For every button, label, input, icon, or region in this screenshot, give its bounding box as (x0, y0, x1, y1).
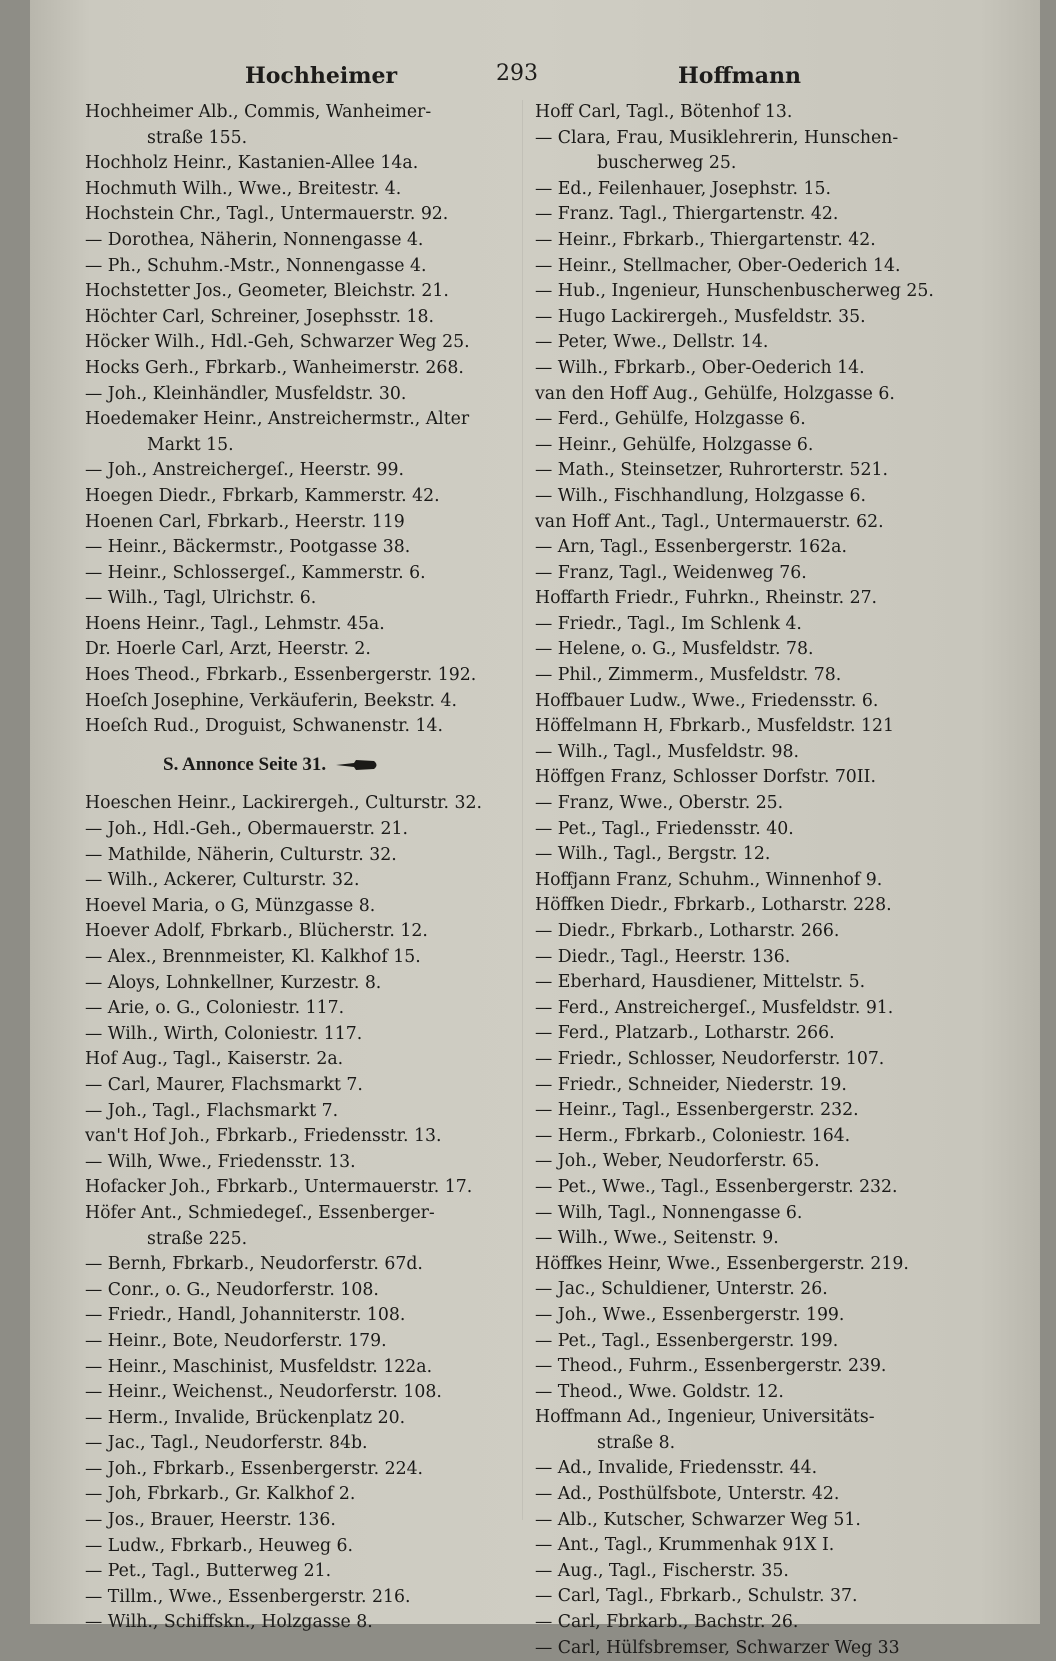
entry-text: Hoeſch Rud., Droguist, Schwanenstr. 14. (85, 716, 443, 737)
directory-entry (85, 1431, 525, 1457)
directory-entry (535, 1277, 1015, 1303)
entry-text: S. Annonce Seite 31. (163, 753, 327, 775)
directory-entry (85, 945, 525, 971)
entry-text: — Joh., Wwe., Essenbergerstr. 199. (535, 1304, 845, 1325)
directory-entry (535, 1021, 1015, 1047)
directory-entry (535, 126, 1015, 152)
entry-text: — Franz, Tagl., Weidenweg 76. (535, 562, 807, 583)
entry-text: straße 8. (597, 1432, 676, 1453)
directory-entry (85, 202, 525, 228)
entry-text: — Franz. Tagl., Thiergartenstr. 42. (535, 204, 839, 225)
directory-entry (535, 279, 1015, 305)
entry-text: buscherweg 25. (597, 153, 737, 174)
entry-text: — Friedr., Handl, Johanniterstr. 108. (85, 1305, 406, 1326)
entry-text: Hochstetter Jos., Geometer, Bleichstr. 21. (85, 281, 449, 302)
directory-entry (85, 535, 525, 561)
pointing-hand-icon (334, 758, 380, 772)
entry-text: Hoffarth Friedr., Fuhrkn., Rheinstr. 27. (535, 588, 878, 609)
entry-text: Hochmuth Wilh., Wwe., Breitestr. 4. (85, 178, 402, 199)
entry-text: Höffkes Heinr, Wwe., Essenbergerstr. 219. (535, 1253, 909, 1274)
entry-text: — Friedr., Schneider, Niederstr. 19. (535, 1074, 847, 1095)
entry-text: — Theod., Fuhrm., Essenbergerstr. 239. (535, 1356, 887, 1377)
entry-text: Hoff Carl, Tagl., Bötenhof 13. (535, 102, 793, 122)
entry-text: — Friedr., Tagl., Im Schlenk 4. (535, 613, 802, 634)
entry-text: — Peter, Wwe., Dellstr. 14. (535, 332, 769, 353)
entry-text: Hoegen Diedr., Fbrkarb, Kammerstr. 42. (85, 485, 440, 506)
directory-entry (85, 1150, 525, 1176)
header-left-keyword: Hochheimer (245, 63, 398, 89)
entry-text: — Wilh., Tagl., Musfeldstr. 98. (535, 741, 800, 762)
entry-text: Hoeſch Josephine, Verkäuferin, Beekstr. 4. (85, 690, 457, 711)
entry-text: straße 225. (147, 1228, 248, 1249)
directory-entry (535, 305, 1015, 331)
directory-entry (535, 1098, 1015, 1124)
entry-text: Hoffmann Ad., Ingenieur, Universitäts- (535, 1407, 875, 1428)
directory-entry (85, 586, 525, 612)
directory-entry (85, 843, 525, 869)
entry-text: Hoes Theod., Fbrkarb., Essenbergerstr. 192. (85, 665, 477, 686)
directory-entry (535, 1175, 1015, 1201)
entry-text: — Eberhard, Hausdiener, Mittelstr. 5. (535, 972, 866, 993)
entry-text: Markt 15. (147, 434, 234, 455)
directory-entry (85, 1073, 525, 1099)
directory-entry (535, 1329, 1015, 1355)
directory-entry (535, 714, 1015, 740)
entry-text: — Ad., Invalide, Friedensstr. 44. (535, 1458, 818, 1479)
directory-entry (535, 1380, 1015, 1406)
directory-entry (85, 1534, 525, 1560)
annonce-notice (85, 752, 525, 778)
directory-entry (85, 1355, 525, 1381)
entry-text: — Ferd., Gehülfe, Holzgasse 6. (535, 409, 806, 430)
entry-text: — Jac., Schuldiener, Unterstr. 26. (535, 1279, 828, 1300)
entry-text: Höfer Ant., Schmiedegeſ., Essenberger- (85, 1202, 435, 1223)
directory-entry (85, 1457, 525, 1483)
entry-text: — Wilh., Tagl, Ulrichstr. 6. (85, 588, 317, 609)
entry-text: — Hub., Ingenieur, Hunschenbuscherweg 25. (535, 281, 934, 302)
page-number: 293 (496, 61, 538, 86)
directory-entry (535, 970, 1015, 996)
directory-entry (85, 305, 525, 331)
directory-entry (535, 740, 1015, 766)
entry-text: — Phil., Zimmerm., Musfeldstr. 78. (535, 665, 842, 686)
directory-entry (535, 1252, 1015, 1278)
entry-text: Hoffbauer Ludw., Wwe., Friedensstr. 6. (535, 690, 879, 711)
directory-entry (535, 1303, 1015, 1329)
entry-text: — Ph., Schuhm.-Mstr., Nonnengasse 4. (85, 255, 427, 276)
entry-text: — Joh., Tagl., Flachsmarkt 7. (85, 1100, 339, 1121)
directory-page (30, 0, 1040, 1658)
directory-entry (85, 971, 525, 997)
entry-text: — Wilh., Tagl., Bergstr. 12. (535, 844, 771, 865)
directory-entry (85, 894, 525, 920)
directory-entry (85, 637, 525, 663)
directory-entry (85, 228, 525, 254)
directory-entry (535, 586, 1015, 612)
entry-text: — Wilh., Wwe., Seitenstr. 9. (535, 1228, 779, 1249)
directory-entry (535, 535, 1015, 561)
directory-entry (85, 1380, 525, 1406)
directory-entry (535, 765, 1015, 791)
left-column (85, 100, 525, 1636)
directory-entry (85, 126, 525, 152)
directory-entry (85, 1099, 525, 1125)
directory-entry (85, 689, 525, 715)
entry-text: Hoedemaker Heinr., Anstreichermstr., Alter (85, 409, 470, 430)
entry-text: — Heinr., Fbrkarb., Thiergartenstr. 42. (535, 229, 876, 250)
entry-text: Hochheimer Alb., Commis, Wanheimer- (85, 102, 432, 122)
entry-text: — Alex., Brennmeister, Kl. Kalkhof 15. (85, 947, 421, 967)
entry-text: — Hugo Lackirergeh., Musfeldstr. 35. (535, 306, 866, 327)
entry-text: — Wilh., Schiffskn., Holzgasse 8. (85, 1612, 373, 1633)
entry-text: Hocks Gerh., Fbrkarb., Wanheimerstr. 268. (85, 357, 464, 378)
entry-text: — Ant., Tagl., Krummenhak 91X I. (535, 1535, 835, 1556)
directory-entry (535, 1405, 1015, 1431)
entry-text: — Ed., Feilenhauer, Josephstr. 15. (535, 178, 832, 199)
directory-entry (85, 1227, 525, 1253)
entry-text: van Hoff Ant., Tagl., Untermauerstr. 62. (535, 511, 884, 532)
entry-text: — Heinr., Weichenst., Neudorferstr. 108. (85, 1382, 442, 1403)
entry-text: — Pet., Wwe., Tagl., Essenbergerstr. 232. (535, 1176, 898, 1197)
entry-text: Hoenen Carl, Fbrkarb., Heerstr. 119 (85, 511, 405, 532)
directory-entry (85, 1610, 525, 1636)
entry-text: — Diedr., Tagl., Heerstr. 136. (535, 946, 791, 967)
entry-text: — Carl, Tagl., Fbrkarb., Schulstr. 37. (535, 1586, 858, 1607)
directory-entry (85, 868, 525, 894)
directory-entry (535, 637, 1015, 663)
directory-entry (85, 1201, 525, 1227)
entry-text: Höffken Diedr., Fbrkarb., Lotharstr. 228. (535, 895, 892, 916)
directory-entry (85, 407, 525, 433)
directory-entry (535, 612, 1015, 638)
directory-entry (535, 254, 1015, 280)
entry-text: — Wilh., Fbrkarb., Ober-Oederich 14. (535, 357, 865, 378)
directory-entry (85, 663, 525, 689)
directory-entry (85, 561, 525, 587)
directory-entry (535, 842, 1015, 868)
entry-text: — Wilh., Wirth, Coloniestr. 117. (85, 1023, 363, 1044)
entry-text: — Helene, o. G., Musfeldstr. 78. (535, 639, 814, 660)
directory-entry (535, 1559, 1015, 1585)
directory-entry (535, 1533, 1015, 1559)
directory-entry (85, 177, 525, 203)
directory-entry (85, 279, 525, 305)
directory-entry (535, 1508, 1015, 1534)
entry-text: Hof Aug., Tagl., Kaiserstr. 2a. (85, 1049, 344, 1070)
directory-entry (85, 1022, 525, 1048)
entry-text: — Heinr., Maschinist, Musfeldstr. 122a. (85, 1356, 433, 1377)
directory-entry (535, 202, 1015, 228)
entry-text: van den Hoff Aug., Gehülfe, Holzgasse 6. (535, 383, 895, 404)
entry-text: Höffgen Franz, Schlosser Dorfstr. 70II. (535, 767, 876, 788)
entry-text: — Wilh., Fischhandlung, Holzgasse 6. (535, 485, 866, 506)
directory-entry (535, 893, 1015, 919)
entry-text: — Joh., Fbrkarb., Essenbergerstr. 224. (85, 1458, 424, 1479)
directory-entry (85, 919, 525, 945)
entry-text: — Ferd., Platzarb., Lotharstr. 266. (535, 1023, 835, 1044)
entry-text: — Aug., Tagl., Fischerstr. 35. (535, 1560, 789, 1581)
entry-text: — Heinr., Schlossergeſ., Kammerstr. 6. (85, 562, 426, 583)
directory-entry (85, 1482, 525, 1508)
entry-text: — Joh, Fbrkarb., Gr. Kalkhof 2. (85, 1484, 356, 1505)
entry-text: Hoeschen Heinr., Lackirergeh., Culturstr. 32. (85, 793, 482, 814)
directory-entry (535, 228, 1015, 254)
directory-entry (85, 1585, 525, 1611)
entry-text: — Alb., Kutscher, Schwarzer Weg 51. (535, 1509, 861, 1530)
directory-entry (535, 1456, 1015, 1482)
directory-entry (535, 151, 1015, 177)
directory-entry (535, 1636, 1015, 1661)
entry-text: — Mathilde, Näherin, Culturstr. 32. (85, 844, 397, 865)
entry-text: — Math., Steinsetzer, Ruhrorterstr. 521. (535, 460, 888, 481)
directory-entry (535, 1354, 1015, 1380)
entry-text: — Joh., Kleinhändler, Musfeldstr. 30. (85, 383, 407, 404)
entry-text: — Wilh, Wwe., Friedensstr. 13. (85, 1151, 356, 1172)
directory-entry (535, 1047, 1015, 1073)
entry-text: — Herm., Invalide, Brückenplatz 20. (85, 1407, 406, 1428)
directory-entry (535, 919, 1015, 945)
entry-text: Höcker Wilh., Hdl.-Geh, Schwarzer Weg 25. (85, 332, 470, 353)
directory-entry (85, 433, 525, 459)
entry-text: — Dorothea, Näherin, Nonnengasse 4. (85, 229, 424, 250)
directory-entry (85, 1559, 525, 1585)
page-header (30, 55, 1040, 95)
directory-entry (535, 817, 1015, 843)
directory-entry (535, 510, 1015, 536)
entry-text: Höchter Carl, Schreiner, Josephsstr. 18. (85, 306, 435, 327)
entry-text: — Joh., Weber, Neudorferstr. 65. (535, 1151, 820, 1172)
directory-entry (85, 100, 525, 126)
entry-text: — Herm., Fbrkarb., Coloniestr. 164. (535, 1125, 851, 1146)
entry-text: — Friedr., Schlosser, Neudorferstr. 107. (535, 1048, 885, 1069)
directory-entry (535, 1073, 1015, 1099)
directory-entry (535, 868, 1015, 894)
directory-entry (535, 689, 1015, 715)
directory-entry (85, 612, 525, 638)
entry-text: — Aloys, Lohnkellner, Kurzestr. 8. (85, 972, 382, 993)
entry-text: — Heinr., Tagl., Essenbergerstr. 232. (535, 1100, 859, 1121)
directory-entry (85, 484, 525, 510)
directory-entry (535, 1482, 1015, 1508)
directory-entry (535, 177, 1015, 203)
directory-entry (85, 151, 525, 177)
entry-text: — Ferd., Anstreichergeſ., Musfeldstr. 91. (535, 997, 894, 1018)
directory-entry (85, 1329, 525, 1355)
entry-text: — Carl, Fbrkarb., Bachstr. 26. (535, 1612, 799, 1633)
entry-text: — Ludw., Fbrkarb., Heuweg 6. (85, 1535, 354, 1556)
directory-entry (535, 1124, 1015, 1150)
entry-text: Hoever Adolf, Fbrkarb., Blücherstr. 12. (85, 921, 428, 942)
entry-text: — Diedr., Fbrkarb., Lotharstr. 266. (535, 921, 840, 941)
directory-entry (535, 1201, 1015, 1227)
directory-entry (85, 356, 525, 382)
directory-entry (85, 1047, 525, 1073)
directory-entry (85, 1508, 525, 1534)
directory-entry (85, 714, 525, 740)
entry-text: Hofacker Joh., Fbrkarb., Untermauerstr. 17. (85, 1177, 473, 1198)
entry-text: — Conr., o. G., Neudorferstr. 108. (85, 1279, 379, 1300)
directory-entry (85, 382, 525, 408)
entry-text: — Bernh, Fbrkarb., Neudorferstr. 67d. (85, 1254, 423, 1275)
directory-entry (85, 817, 525, 843)
right-column (535, 100, 1015, 1661)
directory-entry (85, 330, 525, 356)
directory-entry (535, 561, 1015, 587)
entry-text: Hoens Heinr., Tagl., Lehmstr. 45a. (85, 613, 385, 634)
directory-entry (85, 1124, 525, 1150)
entry-text: — Heinr., Bäckermstr., Pootgasse 38. (85, 537, 411, 558)
entry-text: — Pet., Tagl., Essenbergerstr. 199. (535, 1330, 839, 1351)
directory-entry (535, 1431, 1015, 1457)
entry-text: Hochstein Chr., Tagl., Untermauerstr. 92. (85, 204, 449, 225)
directory-entry (535, 330, 1015, 356)
directory-entry (85, 996, 525, 1022)
entry-text: Hochholz Heinr., Kastanien-Allee 14a. (85, 153, 419, 174)
entry-text: van't Hof Joh., Fbrkarb., Friedensstr. 13. (85, 1126, 442, 1147)
directory-entry (85, 1278, 525, 1304)
directory-entry (85, 1252, 525, 1278)
entry-text: — Joh., Hdl.-Geh., Obermauerstr. 21. (85, 819, 409, 840)
entry-text: — Jac., Tagl., Neudorferstr. 84b. (85, 1433, 368, 1454)
directory-entry (85, 791, 525, 817)
entry-text: Hoffjann Franz, Schuhm., Winnenhof 9. (535, 869, 883, 890)
entry-text: — Theod., Wwe. Goldstr. 12. (535, 1381, 784, 1402)
directory-entry (535, 663, 1015, 689)
entry-text: — Wilh., Ackerer, Culturstr. 32. (85, 870, 360, 891)
entry-text: Höffelmann H, Fbrkarb., Musfeldstr. 121 (535, 716, 894, 737)
directory-entry (535, 100, 1015, 126)
entry-text: — Heinr., Stellmacher, Ober-Oederich 14. (535, 255, 901, 276)
entry-text: — Wilh, Tagl., Nonnengasse 6. (535, 1202, 803, 1223)
entry-text: — Jos., Brauer, Heerstr. 136. (85, 1510, 336, 1531)
entry-text: — Heinr., Bote, Neudorferstr. 179. (85, 1330, 387, 1351)
entry-text: — Heinr., Gehülfe, Holzgasse 6. (535, 434, 814, 455)
entry-text: — Pet., Tagl., Friedensstr. 40. (535, 818, 794, 839)
directory-entry (85, 254, 525, 280)
directory-entry (535, 791, 1015, 817)
entry-text: — Carl, Hülfsbremser, Schwarzer Weg 33 (535, 1637, 900, 1658)
header-right-keyword: Hoffmann (678, 63, 802, 89)
entry-text: Dr. Hoerle Carl, Arzt, Heerstr. 2. (85, 639, 371, 660)
directory-entry (535, 1584, 1015, 1610)
directory-entry (535, 1610, 1015, 1636)
entry-text: — Joh., Anstreichergeſ., Heerstr. 99. (85, 460, 405, 481)
entry-text: — Arn, Tagl., Essenbergerstr. 162a. (535, 537, 847, 558)
directory-entry (85, 510, 525, 536)
directory-entry (535, 1226, 1015, 1252)
entry-text: — Ad., Posthülfsbote, Unterstr. 42. (535, 1484, 840, 1505)
directory-entry (535, 356, 1015, 382)
directory-entry (535, 458, 1015, 484)
directory-entry (85, 1175, 525, 1201)
directory-entry (535, 484, 1015, 510)
entry-text: Hoevel Maria, o G, Münzgasse 8. (85, 895, 376, 916)
entry-text: — Clara, Frau, Musiklehrerin, Hunschen- (535, 127, 899, 148)
entry-text: — Pet., Tagl., Butterweg 21. (85, 1561, 332, 1582)
directory-entry (85, 1406, 525, 1432)
directory-entry (535, 433, 1015, 459)
directory-entry (535, 996, 1015, 1022)
entry-text: — Carl, Maurer, Flachsmarkt 7. (85, 1074, 363, 1095)
entry-text: — Tillm., Wwe., Essenbergerstr. 216. (85, 1586, 411, 1607)
entry-text: — Franz, Wwe., Oberstr. 25. (535, 793, 784, 814)
directory-entry (535, 382, 1015, 408)
entry-text: — Arie, o. G., Coloniestr. 117. (85, 998, 345, 1019)
directory-entry (535, 407, 1015, 433)
directory-entry (85, 1303, 525, 1329)
directory-entry (535, 945, 1015, 971)
directory-entry (535, 1149, 1015, 1175)
directory-entry (85, 458, 525, 484)
entry-text: straße 155. (147, 127, 248, 148)
